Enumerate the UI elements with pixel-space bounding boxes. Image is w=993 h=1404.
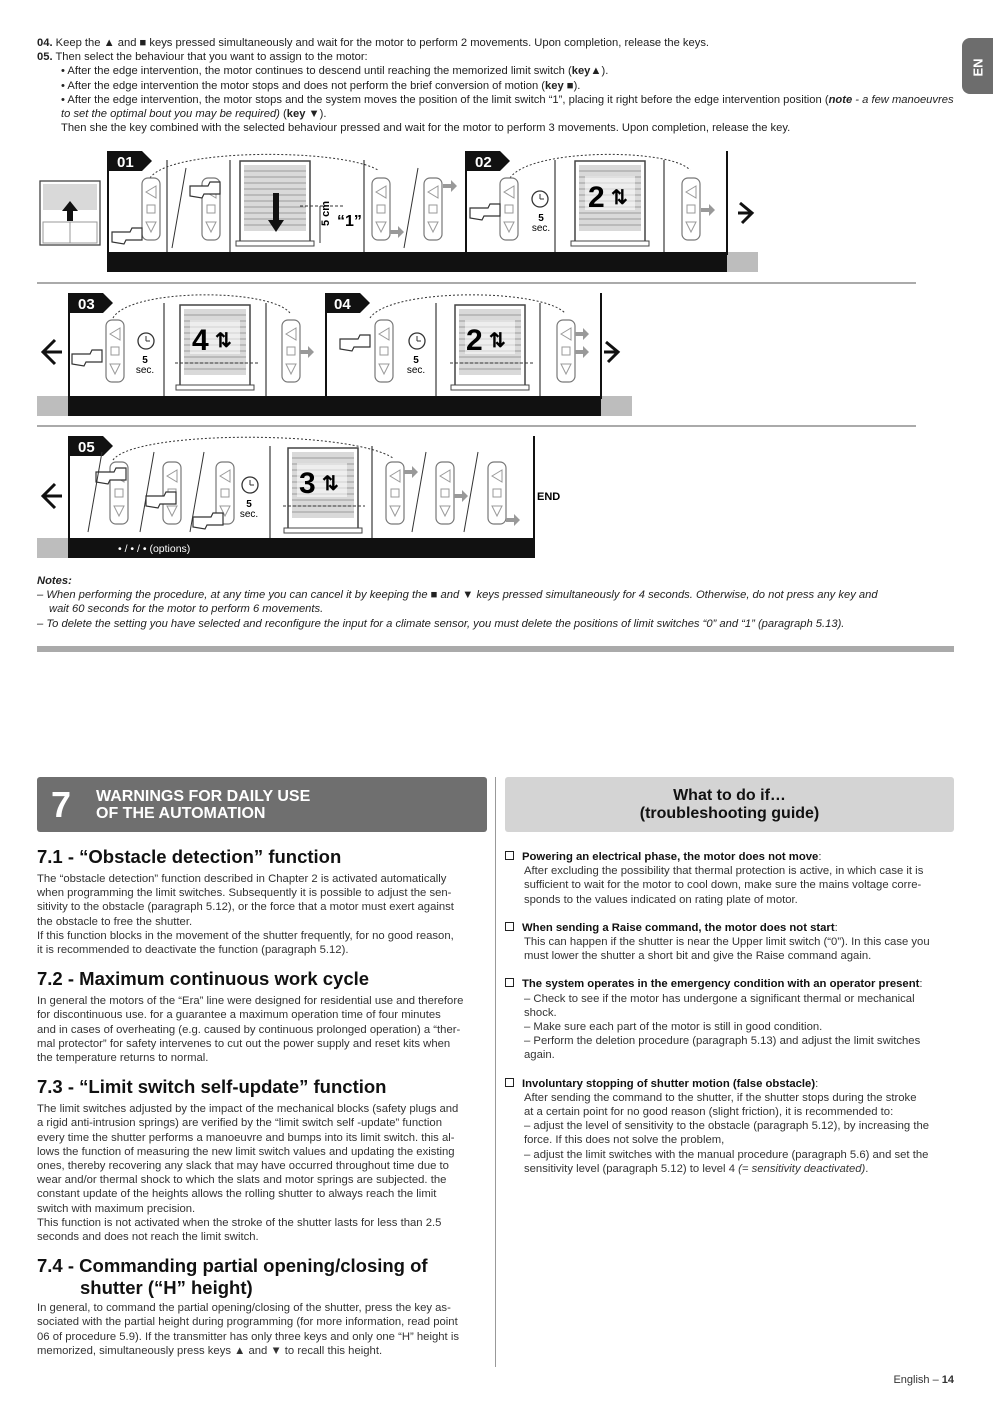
option-bullet-3 [37,93,957,121]
troubleshoot-item-1: Powering an electrical phase, the motor does not move: After excluding the possibility that thermal protection is active, in which case it is sufficient to wait for the motor to cool down, make sure the mains voltage corre- sponds to the values indicated on rating plate of motor. [505,850,955,907]
footer-language: English – [893,1374,942,1386]
para-7-1 [37,872,489,957]
text-line: the obstacle to free the shutter. [37,915,193,928]
question-1: Powering an electrical phase, the motor does not move [522,851,819,863]
step-05-number: 05. [37,51,53,64]
left-column [37,846,489,1358]
sec-label-2: sec. [135,365,155,376]
movement-count-3: 3 [299,467,316,500]
language-label: EN [970,58,986,77]
text-line: In general the motors of the “Era” line were designed for residential use and therefore [37,995,464,1008]
checkbox-icon [505,978,514,987]
heading-7-3: 7.3 - “Limit switch self-update” function [37,1076,387,1098]
svg-text:⇅: ⇅ [215,330,232,352]
last-line-end: . [865,1162,869,1175]
note-1-continued: wait 60 seconds for the motor to perform 6 movements. [49,603,324,616]
svg-text:⇅: ⇅ [322,473,339,495]
question-3: The system operates in the emergency condition with an operator present [522,978,920,991]
last-line-text: sensitivity level (paragraph 5.12) to level 4 [524,1162,739,1175]
movement-count-2b: 2 [466,324,483,357]
text-line: – adjust the level of sensitivity to the obstacle (paragraph 5.12), by increasing the [524,1120,930,1133]
option-bullet-2 [37,79,957,93]
text-line: – Check to see if the motor has undergone a significant thermal or mechanical [524,992,915,1005]
text-line: sponds to the values indicated on rating plate of motor. [524,893,798,906]
question-4: Involuntary stopping of shutter motion (false obstacle) [522,1077,816,1090]
checkbox-icon [505,1078,514,1087]
text-line: shock. [524,1006,557,1019]
distance-label: 5 cm [320,200,332,226]
text-line: wear and/or thermal shock to which the slats and motor springs are subjected. the [37,1174,447,1187]
step-04 [37,36,957,50]
bullet-1-key: key▲ [571,65,602,78]
step-05 [37,50,957,64]
svg-text:⇅: ⇅ [489,330,506,352]
sec-label-1: sec. [531,223,551,234]
section-number: 7 [51,784,72,825]
text-line: After excluding the possibility that thermal protection is active, in which case it is [524,865,924,878]
text-line: for discontinuous use. for a guarantee a maximum operation time of four minutes [37,1009,441,1022]
troubleshooting-header [505,777,954,832]
panel-04-label: 04 [334,296,351,313]
bullet-3-end: ). [319,108,327,121]
troubleshoot-item-3: The system operates in the emergency condition with an operator present: – Check to see if the motor has undergone a significant thermal or mechanical shock. – Make sure each part of the motor is still in good condition. – Perform the deletion procedure (paragraph 5.13) and adjust the limit switches again. [505,977,955,1062]
text-line: After sending the command to the shutter, if the shutter stops during the stroke [524,1091,917,1104]
last-line-italic: (= sensitivity deactivated) [738,1162,866,1175]
panel-05-label: 05 [78,439,95,456]
para-7-3 [37,1102,489,1244]
note-1: – When performing the procedure, at any time you can cancel it by keeping the ■ and ▼ keys pressed simultaneously for 4 seconds. Otherwise, do not press any key and [37,589,878,602]
bullet-3-key: key ▼ [286,108,320,121]
text-line: This can happen if the shutter is near the Upper limit switch (“0”). In this case you [524,936,930,949]
text-line: must lower the shutter a short bit and give the Raise command again. [524,950,872,963]
after-text [37,121,957,135]
sec-label-3: sec. [406,365,426,376]
troubleshooting-title-2: (troubleshooting guide) [639,805,820,822]
movement-count-2: 2 [588,181,605,214]
text-line: memorized, simultaneously press keys ▲ and ▼ to recall this height. [37,1344,383,1357]
text-line: lows the function of measuring the new limit switch values and updating the existing [37,1145,455,1158]
heading-7-2: 7.2 - Maximum continuous work cycle [37,968,370,990]
figure-svg [0,148,993,568]
troubleshooting-title-1: What to do if… [673,787,786,804]
row1-gray-bar [727,252,758,272]
panel-01-label: 01 [117,154,134,171]
text-line: sociated with the partial height during programming (for more information, read point [37,1316,458,1329]
troubleshoot-item-2: When sending a Raise command, the motor does not start: This can happen if the shutter is near the Upper limit switch (“0”). In this case you must lower the shutter a short bit and give the Raise command again. [505,921,955,964]
bullet-3-note: note [828,93,853,106]
bullet-1-text: • After the edge intervention, the motor continues to descend until reaching the memorized limit switch ( [61,65,572,78]
panel-03-label: 03 [78,296,95,313]
heading-7-4-line-2: shutter (“H” height) [80,1277,253,1299]
note-2: – To delete the setting you have selected and reconfigure the input for a climate sensor, you must delete the positions of limit switches “0” and “1” (paragraph 5.13). [37,617,845,630]
notes-title: Notes: [37,575,72,587]
text-line: the temperature returns to normal. [37,1052,209,1065]
panel-02-label: 02 [475,154,492,171]
para-7-4 [37,1301,489,1358]
heading-7-1: 7.1 - “Obstacle detection” function [37,846,342,867]
procedure-steps [37,36,957,135]
step-05-text: Then select the behaviour that you want to assign to the motor: [55,51,368,64]
bullet-2-key: key ■ [545,79,574,92]
text-line: 06 of procedure 5.9). If the transmitter has only three keys and only one “H” height is [37,1330,459,1343]
notes-block [37,574,957,631]
sec-number-2: 5 [142,355,148,366]
bullet-1-end: ). [601,65,609,78]
separator-bar [37,646,954,652]
options-label: • / • / • (options) [118,543,191,555]
text-line: force. If this does not solve the problem, [524,1134,725,1147]
sec-number-1: 5 [538,213,544,224]
page-number: 14 [941,1374,954,1386]
sec-number-3: 5 [413,355,419,366]
text-line: The limit switches adjusted by the impact of the mechanical blocks (safety plugs and [37,1103,459,1116]
text-line: In general, to command the partial opening/closing of the shutter, press the key as- [37,1302,451,1315]
step-04-text: Keep the ▲ and ■ keys pressed simultaneously and wait for the motor to perform 2 movements. Upon completion, release the keys. [55,37,710,49]
section-title-line-1: WARNINGS FOR DAILY USE [96,788,311,805]
troubleshoot-item-4: Involuntary stopping of shutter motion (false obstacle): After sending the command to the shutter, if the shutter stops during the stroke at a certain point for no good reason (slight friction), it is recommended to: – adjust the level of sensitivity to the obstacle (paragraph 5.12), by increasing the force. If this does not solve the problem, – adjust the limit switches with the manual procedure (paragraph 5.6) and set the sensitivity level (paragraph 5.12) to level 4 (= sensitivity deactivated). [505,1077,955,1176]
page-footer [850,1374,954,1386]
text-line: switch with maximum precision. [37,1202,196,1215]
text-line: at a certain point for no good reason (slight friction), it is recommended to: [524,1106,894,1119]
limit-label: “1” [337,213,362,230]
bullet-2-text: • After the edge intervention the motor stops and does not perform the brief conversion of motion ( [61,79,546,92]
text-line: The “obstacle detection” function described in Chapter 2 is activated automatically [37,873,447,885]
text-line: every time the shutter performs a manoeuvre and bumps into its limit switch. this al- [37,1131,455,1144]
para-7-2 [37,994,489,1065]
right-column [505,850,955,1176]
text-line: ones, thereby recovering any slack that may have occurred throughout time due to [37,1160,449,1173]
bullet-3-paren: ( [279,108,287,121]
text-line [524,1162,955,1176]
option-bullet-1 [37,64,957,78]
checkbox-icon [505,851,514,860]
text-line: and in cases of overheating (e.g. caused by continuous prolonged operation) a “ther- [37,1023,461,1036]
column-divider [495,777,496,1367]
text-line: it is recommended to deactivate the function (paragraph 5.12). [37,944,349,957]
language-tab [962,38,993,94]
bullet-2-end: ). [573,79,581,92]
question-2: When sending a Raise command, the motor does not start [522,921,835,934]
text-line: again. [524,1049,555,1062]
end-label: END [537,491,561,503]
text-line: – Make sure each part of the motor is still in good condition. [524,1021,823,1034]
text-line: when programming the limit switches. Subsequently it is possible to adjust the sen- [37,887,452,900]
step-04-number: 04. [37,37,53,49]
heading-7-4-line-1: 7.4 - Commanding partial opening/closing of [37,1255,428,1277]
procedure-figure [0,148,993,568]
text-line: If this function blocks in the movement of the shutter frequently, for no good reason, [37,929,454,942]
text-line: This function is not activated when the stroke of the shutter lasts for less than 2.5 [37,1216,442,1229]
row1-bar [108,252,758,272]
text-line: seconds and does not reach the limit switch. [37,1231,259,1244]
text-line: sufficient to wait for the motor to cool down, make sure the mains voltage corre- [524,879,922,892]
sec-number-4: 5 [246,499,252,510]
text-line: – Perform the deletion procedure (paragraph 5.13) and adjust the limit switches [524,1035,921,1048]
sec-label-4: sec. [239,509,259,520]
text-line: mal protector” for safety intervenes to cut out the power supply and reset kits when [37,1037,451,1050]
text-line: sitivity to the obstacle (paragraph 5.12), or the force that a motor must exert against [37,901,454,914]
text-line: a rigid anti-intrusion springs) are verified by the “limit switch self -update” function [37,1117,442,1130]
movement-count-4: 4 [192,324,209,357]
checkbox-icon [505,922,514,931]
text-line: constant update of the heights allows the rolling shutter to always reach the limit [37,1188,437,1201]
bullet-3-text: • After the edge intervention, the motor stops and the system moves the position of the limit switch “1”, placing it right before the edge intervention position ( [61,93,829,106]
section-7-header [37,777,487,832]
after-text-content: Then she the key combined with the selected behaviour pressed and wait for the motor to perform 3 movements. Upon completion, release the key. [61,122,791,135]
heading-7-4 [37,1255,489,1299]
section-title [96,788,310,822]
svg-text:⇅: ⇅ [611,187,628,209]
section-title-line-2: OF THE AUTOMATION [96,805,266,822]
bullet-3-italic: - a few manoeuvres to set the optimal bout you may be required) [61,93,954,121]
text-line: – adjust the limit switches with the manual procedure (paragraph 5.6) and set the [524,1148,929,1161]
